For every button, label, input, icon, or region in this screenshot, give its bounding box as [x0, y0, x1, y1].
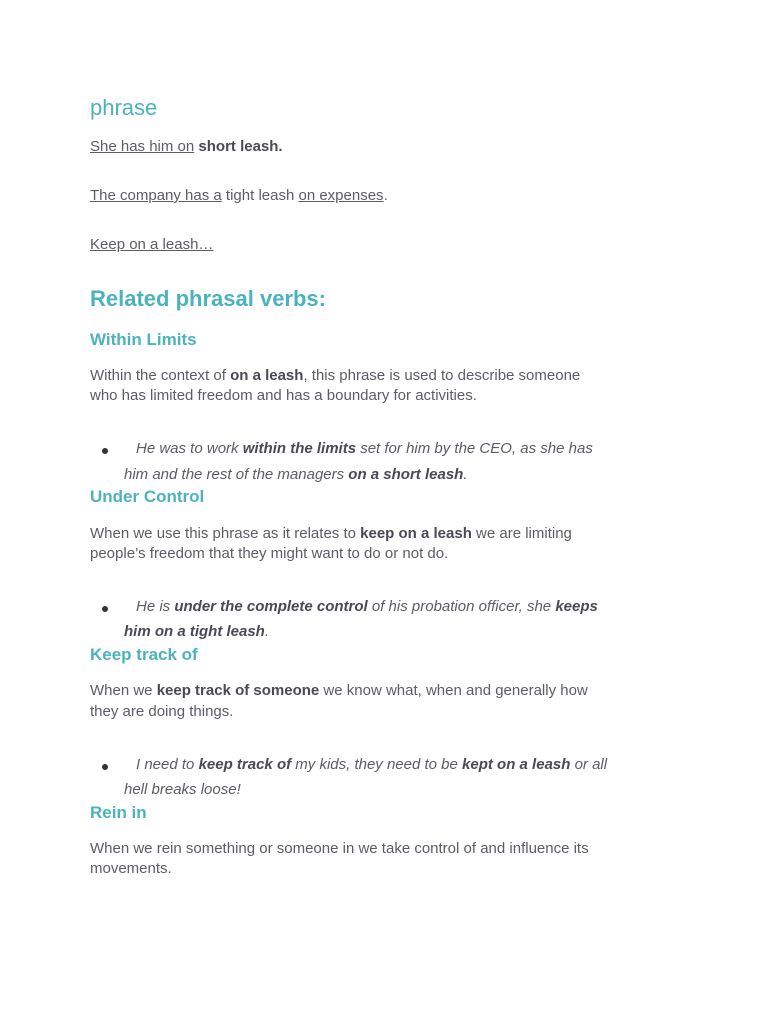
section-under-control-desc-line-1 — [90, 524, 572, 544]
bullet-icon — [102, 606, 108, 612]
bullet-icon — [102, 764, 108, 770]
example-text: set for him by the CEO, as she has — [356, 440, 593, 457]
example-bold: kept on a leash — [462, 756, 571, 773]
section-title-keep-track-of: Keep track of — [90, 645, 198, 664]
example-text: of his probation officer, she — [367, 598, 556, 615]
desc-bold: on a leash — [230, 367, 304, 384]
page-title: phrase — [90, 95, 158, 120]
section-title-rein-in: Rein in — [90, 803, 147, 822]
example-1-underlined: She has him on — [90, 138, 195, 155]
example-bold: under the complete control — [174, 598, 368, 615]
example-2-text-b: . — [383, 187, 388, 204]
section-within-limits-desc-line-2: who has limited freedom and has a boundary for activities. — [90, 387, 477, 404]
example-text: He was to work — [136, 440, 243, 457]
example-1-bold: short leash. — [198, 138, 283, 155]
section-under-control-example-line-2 — [124, 623, 269, 640]
section-within-limits-example-line-2 — [124, 466, 468, 483]
example-text: him and the rest of the managers — [124, 466, 349, 483]
desc-text: we are limiting — [471, 525, 572, 542]
desc-text: When we use this phrase as it relates to — [90, 525, 361, 542]
example-bold: keeps — [555, 598, 598, 615]
section-title-within-limits: Within Limits — [90, 330, 197, 349]
example-line-1 — [90, 137, 283, 157]
desc-text: we know what, when and generally how — [319, 682, 588, 699]
section-keep-track-desc-line-1 — [90, 681, 588, 701]
desc-text: Within the context of — [90, 367, 231, 384]
section-rein-in-desc-line-2: movements. — [90, 860, 172, 877]
section-under-control-desc-line-2: people’s freedom that they might want to do or not do. — [90, 545, 449, 562]
desc-text: , this phrase is used to describe someone — [303, 367, 581, 384]
example-text: . — [264, 623, 270, 640]
desc-text: When we — [90, 682, 157, 699]
section-within-limits-desc-line-1 — [90, 366, 580, 386]
section-keep-track-example-line-1 — [136, 756, 607, 773]
example-line-3 — [90, 235, 213, 255]
section-keep-track-example-line-2: hell breaks loose! — [124, 781, 241, 798]
related-heading: Related phrasal verbs: — [90, 286, 326, 311]
example-2-underlined-b: on expenses — [298, 187, 384, 204]
example-bold: him on a tight leash — [124, 623, 265, 640]
example-3-underlined: Keep on a leash… — [90, 236, 214, 253]
example-text: or all — [570, 756, 608, 773]
section-title-under-control: Under Control — [90, 487, 205, 506]
section-keep-track-desc-line-2: they are doing things. — [90, 703, 234, 720]
section-under-control-example-line-1 — [136, 598, 598, 615]
example-line-2 — [90, 186, 388, 206]
example-2-text-a: tight leash — [225, 187, 295, 204]
example-2-underlined-a: The company has a — [90, 187, 222, 204]
bullet-icon — [102, 448, 108, 454]
example-text: I need to — [136, 756, 199, 773]
example-bold: on a short leash — [348, 466, 464, 483]
example-text: my kids, they need to be — [291, 756, 463, 773]
example-text: . — [463, 466, 468, 483]
section-rein-in-desc-line-1: When we rein something or someone in we take control of and influence its — [90, 840, 589, 857]
desc-bold: keep on a leash — [360, 525, 472, 542]
example-bold: within the limits — [242, 440, 357, 457]
section-within-limits-example-line-1 — [136, 440, 593, 457]
example-bold: keep track of — [198, 756, 292, 773]
desc-bold: keep track of someone — [156, 682, 320, 699]
example-text: He is — [136, 598, 175, 615]
